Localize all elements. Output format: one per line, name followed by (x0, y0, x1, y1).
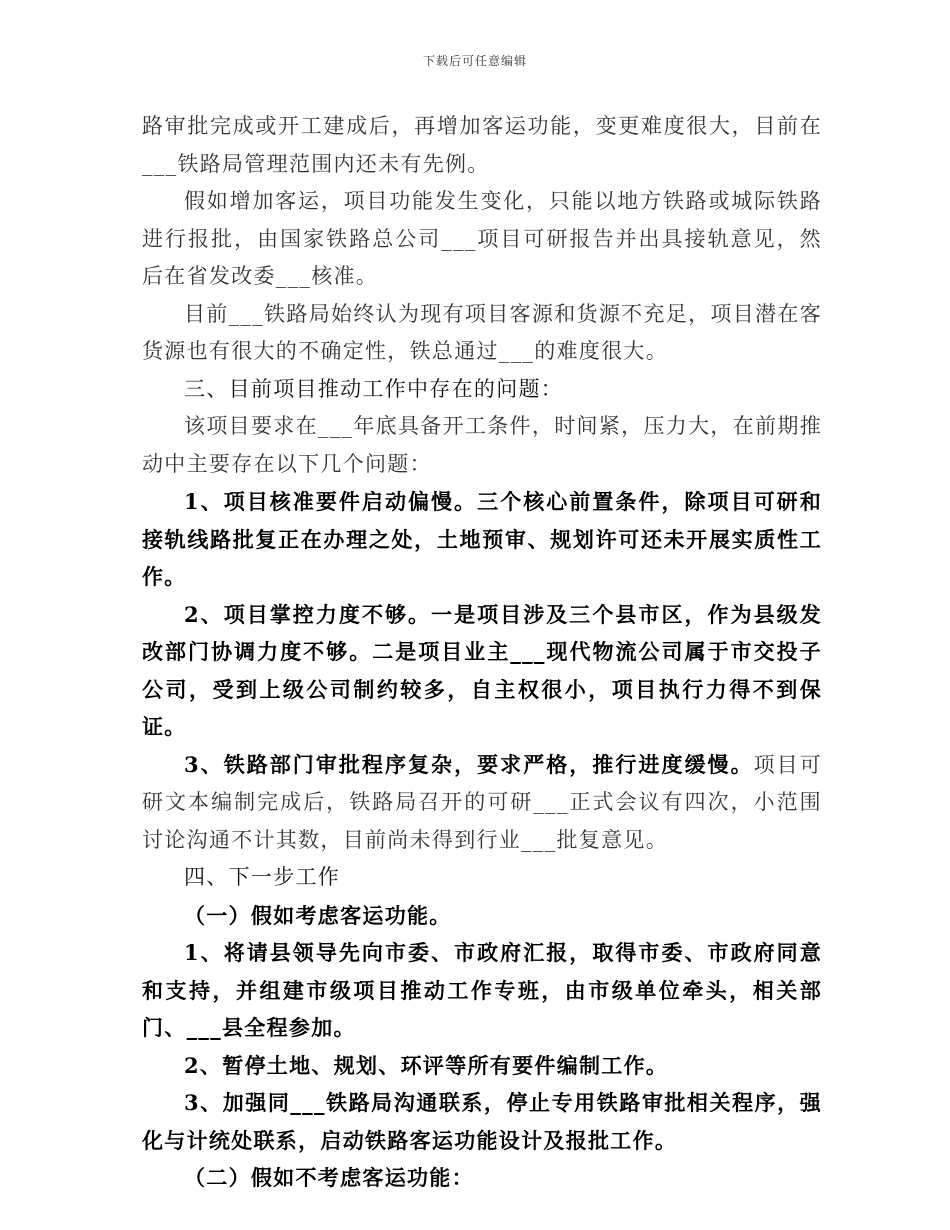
problem-item-3 (142, 746, 822, 860)
work-item-2: 2、暂停土地、规划、环评等所有要件编制工作。 (184, 1052, 669, 1078)
section-heading-3: 三、目前项目推动工作中存在的问题： (184, 376, 564, 401)
problem-item-1: 1、项目核准要件启动偏慢。三个核心前置条件，除项目可研和接轨线路批复正在办理之处，土地预审、规划许可还未开展实质性工作。 (142, 489, 822, 589)
work-item-1: 1、将请县领导先向市委、市政府汇报，取得市委、市政府同意和支持，并组建市级项目推动工作专班，由市级单位牵头，相关部门、___县全程参加。 (142, 940, 822, 1040)
problem-item-3-heading: 3、铁路部门审批程序复杂，要求严格，推行进度缓慢。 (184, 751, 754, 777)
paragraph-passenger-transport: 假如增加客运，项目功能发生变化，只能以地方铁路或城际铁路进行报批，由国家铁路总公司___项目可研报告并出具接轨意见，然后在省发改委___核准。 (142, 189, 822, 288)
paragraph-railway-bureau-view: 目前___铁路局始终认为现有项目客源和货源不充足，项目潜在客货源也有很大的不确定性，铁总通过___的难度很大。 (142, 301, 822, 363)
subsection-heading-1: （一）假如考虑客运功能。 (184, 902, 452, 928)
work-item-3: 3、加强同___铁路局沟通联系，停止专用铁路审批相关程序，强化与计统处联系，启动铁路客运功能设计及报批工作。 (142, 1090, 822, 1153)
document-body (142, 108, 822, 1197)
paragraph-problems-intro: 该项目要求在___年底具备开工条件，时间紧，压力大，在前期推动中主要存在以下几个问题： (142, 414, 822, 476)
section-heading-4: 四、下一步工作 (184, 865, 341, 889)
problem-item-2: 2、项目掌控力度不够。一是项目涉及三个县市区，作为县级发改部门协调力度不够。二是项目业主___现代物流公司属于市交投子公司，受到上级公司制约较多，自主权很小，项目执行力得不到保证。 (142, 601, 822, 739)
page-header: 下载后可任意编辑 (422, 54, 527, 68)
problem-item-3-detail: 项目可研文本编制完成后，铁路局召开的可研___正式会议有四次，小范围讨论沟通不计其数，目前尚未得到行业___批复意见。 (142, 752, 823, 852)
subsection-heading-2: （二）假如不考虑客运功能： (184, 1165, 474, 1190)
paragraph-continuation: 路审批完成或开工建成后，再增加客运功能，变更难度很大，目前在___铁路局管理范围内还未有先例。 (142, 114, 822, 176)
